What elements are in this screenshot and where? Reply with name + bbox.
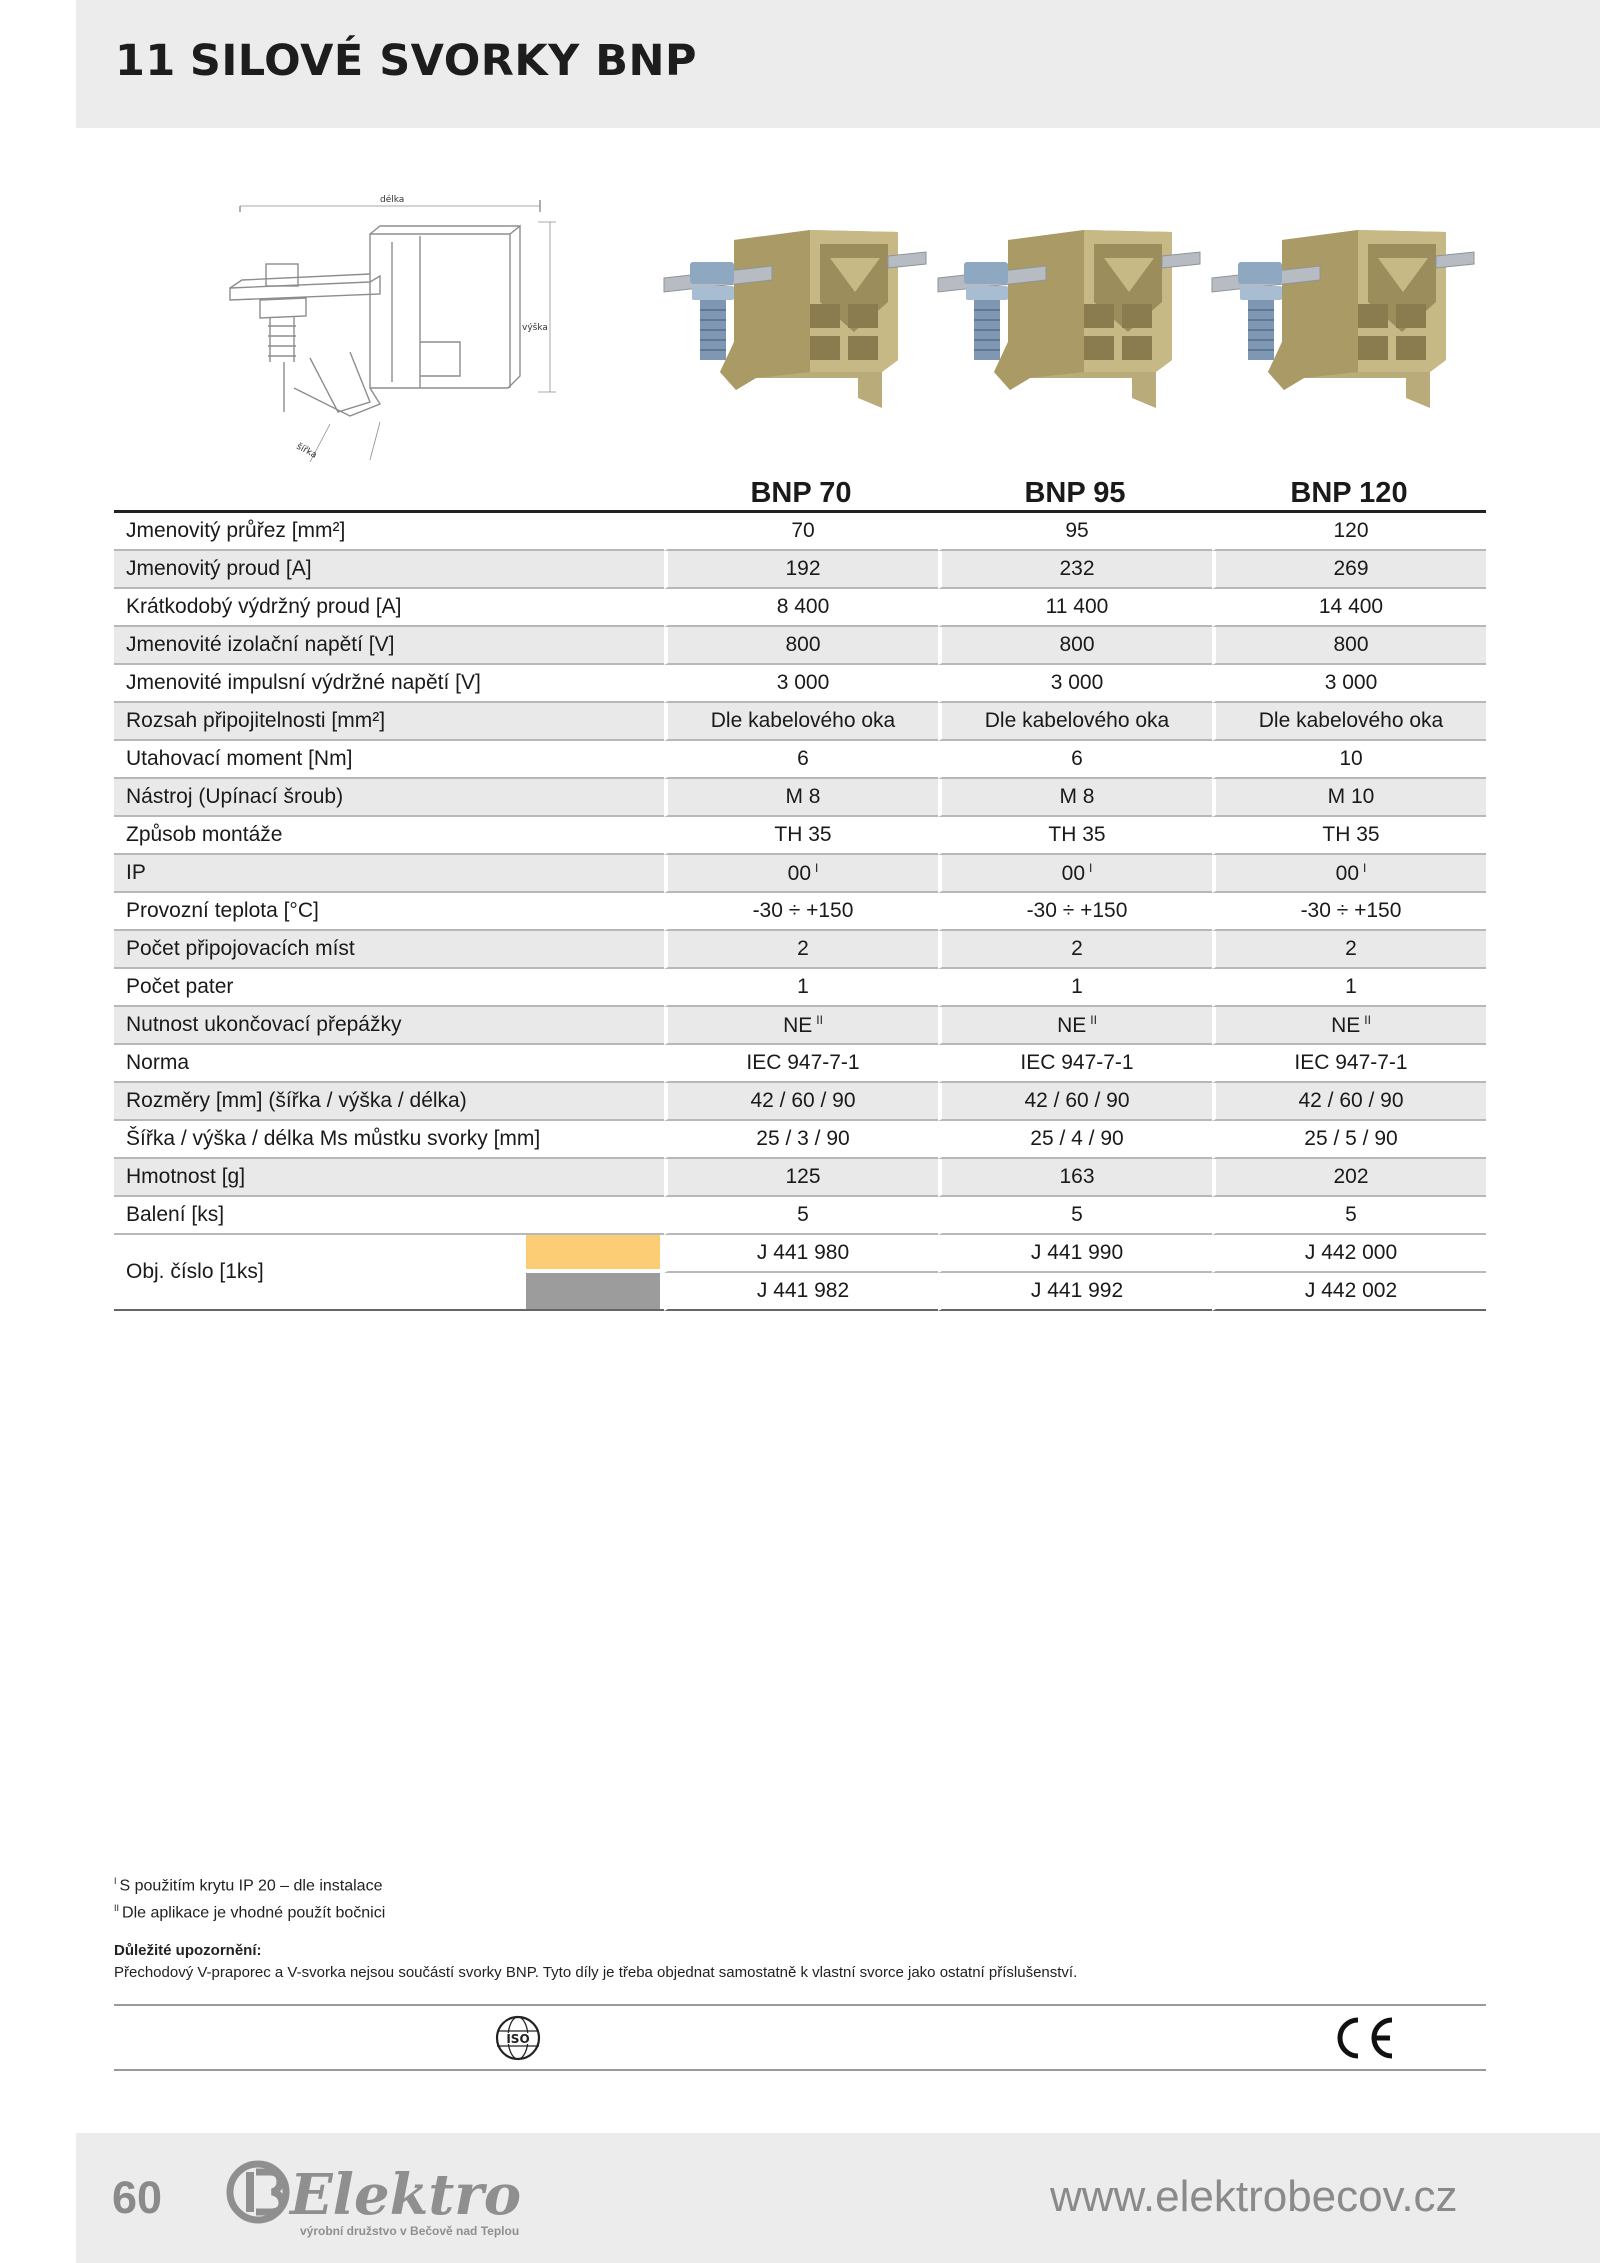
website-url[interactable]: www.elektrobecov.cz [1050,2172,1458,2221]
cell: 25 / 4 / 90 [938,1121,1212,1159]
cell: 125 [664,1159,938,1197]
cell: J 441 992 [938,1273,1212,1311]
cell [1212,855,1486,893]
row-label: Jmenovité impulsní výdržné napětí [V] [114,665,664,703]
cell-value: 00 [1335,861,1359,885]
table-row [114,1121,1486,1159]
cell: J 441 982 [664,1273,938,1311]
iso-text: ISO [506,2032,530,2046]
brand-wordmark: Elektro [290,2162,522,2228]
iso-icon [494,2014,542,2062]
cell: TH 35 [938,817,1212,855]
cell: 800 [938,627,1212,665]
table-row [114,665,1486,703]
table-row [114,1045,1486,1083]
cell-value: 00 [1061,861,1085,885]
cell: 202 [1212,1159,1486,1197]
cell: J 441 990 [938,1235,1212,1273]
table-row [114,627,1486,665]
cell: 10 [1212,741,1486,779]
cell: 25 / 3 / 90 [664,1121,938,1159]
page-title [115,36,697,86]
cell: 3 000 [1212,665,1486,703]
cell: 2 [938,931,1212,969]
table-row [114,1007,1486,1045]
cell-value: NE [1331,1013,1361,1037]
cell: 6 [664,741,938,779]
length-label: délka [380,195,405,205]
cell: -30 ÷ +150 [938,893,1212,931]
divider [114,2004,1486,2006]
cell: 42 / 60 / 90 [664,1083,938,1121]
cell: 95 [938,513,1212,551]
footnote-mark: I [1089,860,1093,875]
column-header-bnp-70: BNP 70 [664,468,938,513]
cell: 3 000 [664,665,938,703]
table-row [114,1159,1486,1197]
cell: 25 / 5 / 90 [1212,1121,1486,1159]
row-label: Způsob montáže [114,817,664,855]
footnote-mark: II [1364,1012,1371,1027]
row-label: Počet připojovacích míst [114,931,664,969]
cell: J 441 980 [664,1235,938,1273]
cell: 3 000 [938,665,1212,703]
footnote-2 [114,1897,385,1924]
cell [938,855,1212,893]
cell: 5 [664,1197,938,1235]
footnote-mark: I [1363,860,1367,875]
cell: 1 [1212,969,1486,1007]
table-row [114,969,1486,1007]
cell: 800 [664,627,938,665]
column-header-bnp-120: BNP 120 [1212,468,1486,513]
cell [1212,1007,1486,1045]
row-label: Nutnost ukončovací přepážky [114,1007,664,1045]
row-label: Provozní teplota [°C] [114,893,664,931]
footnote-2-mark: II [114,1903,120,1914]
table-row [114,1197,1486,1235]
cell: 232 [938,551,1212,589]
row-label: IP [114,855,664,893]
brand-subtitle: výrobní družstvo v Bečově nad Teplou [300,2224,520,2238]
cell: 2 [1212,931,1486,969]
table-row [114,893,1486,931]
cell: 269 [1212,551,1486,589]
cell: 5 [938,1197,1212,1235]
footnote-1-mark: I [114,1876,117,1886]
cell: 2 [664,931,938,969]
table-row [114,1083,1486,1121]
cell: 6 [938,741,1212,779]
footnote-mark: I [815,860,819,875]
row-label: Rozměry [mm] (šířka / výška / délka) [114,1083,664,1121]
cell-value: NE [1057,1013,1087,1037]
cell-value: NE [783,1013,813,1037]
chapter-title: SILOVÉ SVORKY BNP [189,36,698,86]
cell: 42 / 60 / 90 [1212,1083,1486,1121]
cell: 5 [1212,1197,1486,1235]
specs-table [114,468,1486,1311]
order-swatch-orange [526,1235,660,1271]
cell: 1 [664,969,938,1007]
cell: 8 400 [664,589,938,627]
row-label: Balení [ks] [114,1197,664,1235]
table-row [114,779,1486,817]
row-label: Krátkodobý výdržný proud [A] [114,589,664,627]
cell: 120 [1212,513,1486,551]
cell: -30 ÷ +150 [1212,893,1486,931]
order-row-1 [114,1235,1486,1273]
cell: IEC 947-7-1 [1212,1045,1486,1083]
cell: M 8 [938,779,1212,817]
divider [114,2069,1486,2071]
product-image-bnp-70 [660,222,928,412]
table-row [114,589,1486,627]
cell: M 8 [664,779,938,817]
cell-value: 00 [787,861,811,885]
table-header-row [114,468,1486,513]
row-label: Šířka / výška / délka Ms můstku svorky [mm] [114,1121,664,1159]
row-label: Jmenovitý průřez [mm²] [114,513,664,551]
row-label: Rozsah připojitelnosti [mm²] [114,703,664,741]
column-header-bnp-95: BNP 95 [938,468,1212,513]
cell: TH 35 [664,817,938,855]
cell: 1 [938,969,1212,1007]
cell: 192 [664,551,938,589]
table-row [114,931,1486,969]
row-label: Počet pater [114,969,664,1007]
cell: M 10 [1212,779,1486,817]
cell: J 442 000 [1212,1235,1486,1273]
table-row [114,741,1486,779]
cell: TH 35 [1212,817,1486,855]
table-row [114,551,1486,589]
footnote-1-text: S použitím krytu IP 20 – dle instalace [119,1877,383,1895]
row-label: Nástroj (Upínací šroub) [114,779,664,817]
cell: Dle kabelového oka [1212,703,1486,741]
row-label: Jmenovité izolační napětí [V] [114,627,664,665]
cell: J 442 002 [1212,1273,1486,1311]
cell: 14 400 [1212,589,1486,627]
table-row [114,513,1486,551]
cell: 70 [664,513,938,551]
cell: IEC 947-7-1 [938,1045,1212,1083]
footnotes [114,1870,385,1925]
product-image-bnp-120 [1208,222,1476,412]
dimension-drawing [220,192,560,472]
row-label: Hmotnost [g] [114,1159,664,1197]
footnote-2-text: Dle aplikace je vhodné použít bočnici [122,1904,386,1922]
ce-mark-icon [1328,2014,1398,2062]
cell [938,1007,1212,1045]
footnote-mark: II [1090,1012,1097,1027]
table-row [114,855,1486,893]
cell: 800 [1212,627,1486,665]
page-number: 60 [112,2172,163,2223]
cell: -30 ÷ +150 [664,893,938,931]
notice-title: Důležité upozornění: [114,1942,262,1959]
cell: 11 400 [938,589,1212,627]
important-notice [114,1940,1077,1984]
order-label: Obj. číslo [1ks] [126,1260,264,1283]
order-label-cell [114,1235,664,1311]
cell: 42 / 60 / 90 [938,1083,1212,1121]
cell: IEC 947-7-1 [664,1045,938,1083]
width-label: šířka [294,441,319,461]
header-blank-cell [114,468,664,513]
row-label: Jmenovitý proud [A] [114,551,664,589]
footnote-1 [114,1870,385,1897]
cell [664,1007,938,1045]
row-label: Norma [114,1045,664,1083]
chapter-number: 11 [115,36,176,86]
cell [664,855,938,893]
cell: Dle kabelového oka [664,703,938,741]
row-label: Utahovací moment [Nm] [114,741,664,779]
notice-text: Přechodový V-praporec a V-svorka nejsou součástí svorky BNP. Tyto díly je třeba objednat samostatně k vlastní svorce jako ostatní příslušenství. [114,1964,1078,1981]
order-swatch-grey [526,1273,660,1309]
cell: Dle kabelového oka [938,703,1212,741]
table-row [114,703,1486,741]
product-image-bnp-95 [934,222,1202,412]
table-row [114,817,1486,855]
cell: 163 [938,1159,1212,1197]
footnote-mark: II [816,1012,823,1027]
height-label: výška [522,323,548,333]
